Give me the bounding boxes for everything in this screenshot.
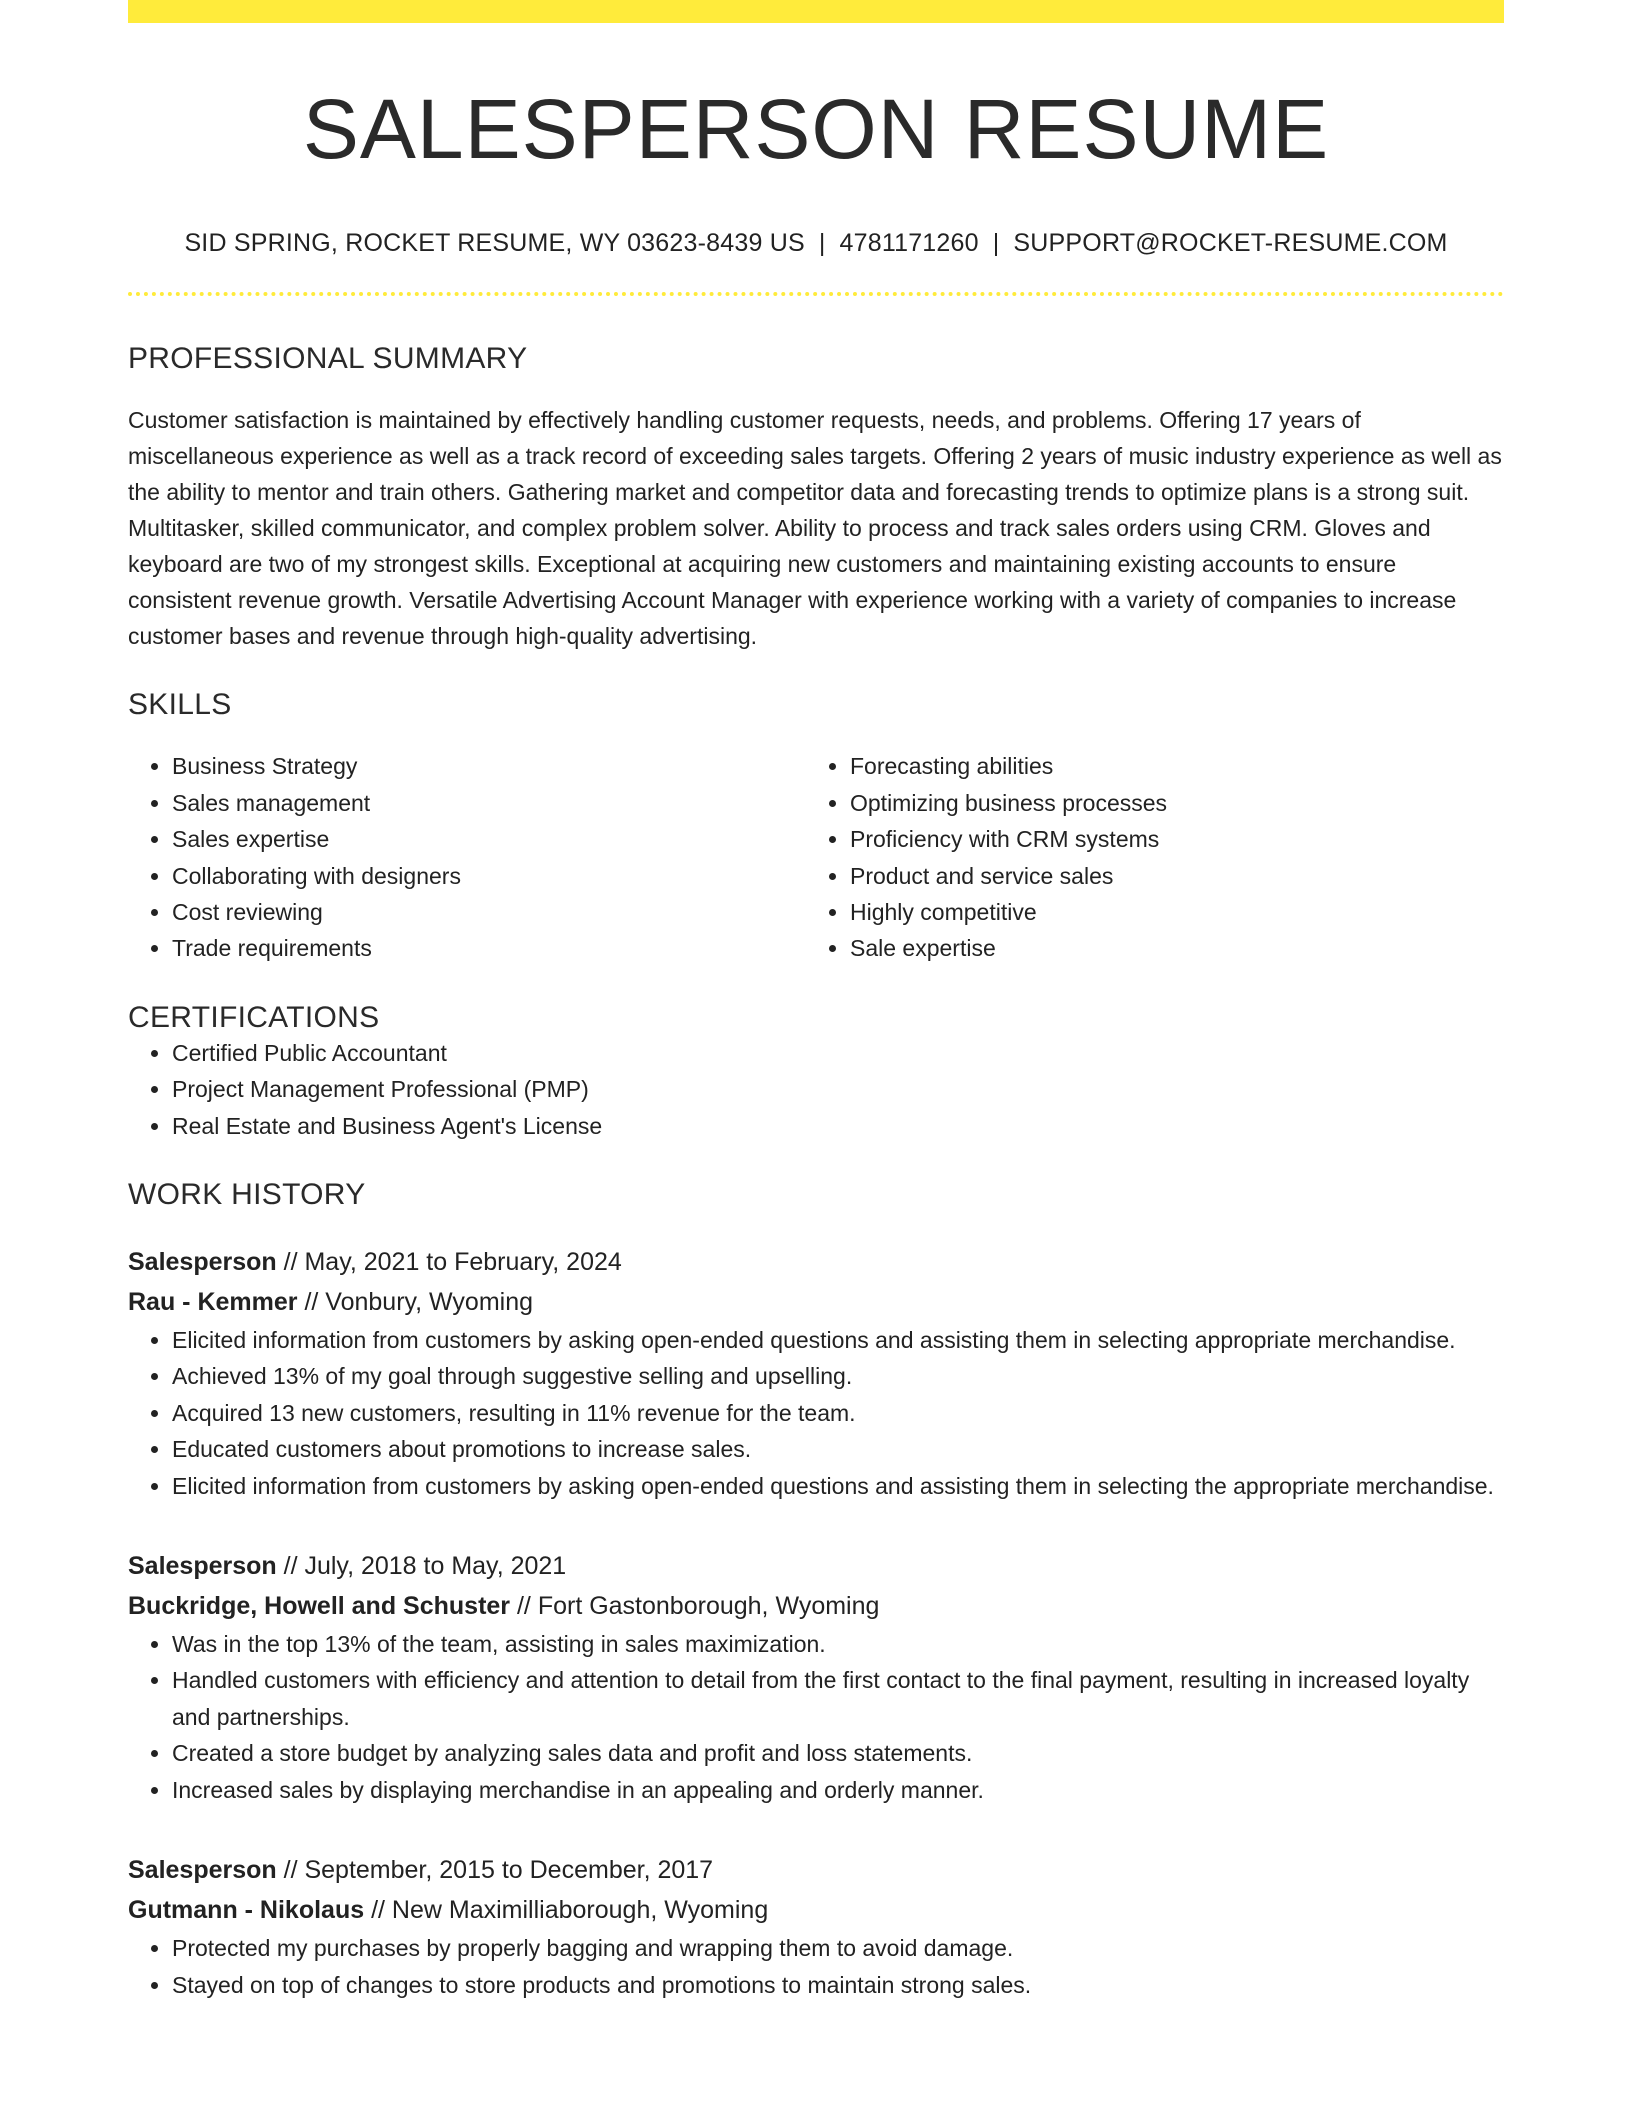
job-dates: // July, 2018 to May, 2021 <box>276 1552 567 1581</box>
certification-item: • Certified Public Accountant <box>172 1035 1504 1071</box>
certifications-heading: CERTIFICATIONS <box>128 1000 380 1034</box>
skill-item: • Collaborating with designers <box>172 858 806 894</box>
job-title: Salesperson <box>128 1248 277 1277</box>
summary-heading: PROFESSIONAL SUMMARY <box>128 342 528 376</box>
summary-text: Customer satisfaction is maintained by effectively handling customer requests, needs, and problems. Offering 17 years of miscellaneous experience as well as a track record of exceeding sales targets. Offering 2 years of music industry experience as well as the ability to mentor and train others. Gathering market and competitor data and forecasting trends to optimize plans is a strong suit. Multitasker, skilled communicator, and complex problem solver. Ability to process and track sales orders using CRM. Gloves and keyboard are two of my strongest skills. Exceptional at acquiring new customers and maintaining existing accounts to ensure consistent revenue growth. Versatile Advertising Account Manager with experience working with a variety of companies to increase customer bases and revenue through high-quality advertising. <box>128 407 1502 650</box>
skill-item: • Forecasting abilities <box>850 748 1504 784</box>
skill-item: • Trade requirements <box>172 930 806 966</box>
skills-grid <box>128 748 1504 966</box>
work-history-heading: WORK HISTORY <box>128 1178 366 1212</box>
resume-title: SALESPERSON RESUME <box>302 82 1330 176</box>
job-location: // Fort Gastonborough, Wyoming <box>510 1592 880 1621</box>
job-company-line <box>128 1586 1504 1626</box>
job-bullet: • Elicited information from customers by asking open-ended questions and assisting them in selecting the appropriate merchandise. <box>172 1468 1504 1504</box>
job-entry <box>128 1546 1504 1808</box>
job-bullet: • Stayed on top of changes to store products and promotions to maintain strong sales. <box>172 1967 1504 2003</box>
job-company-line <box>128 1282 1504 1322</box>
skill-item: • Cost reviewing <box>172 894 806 930</box>
certifications-list <box>128 1035 1504 1144</box>
job-bullet: • Acquired 13 new customers, resulting in 11% revenue for the team. <box>172 1395 1504 1431</box>
skills-list-left <box>128 748 806 966</box>
contact-address: SID SPRING, ROCKET RESUME, WY 03623-8439 US <box>184 229 805 258</box>
contact-phone: 4781171260 <box>839 229 979 258</box>
skill-item: • Optimizing business processes <box>850 785 1504 821</box>
job-bullets <box>128 1930 1504 2003</box>
skill-item: • Business Strategy <box>172 748 806 784</box>
skills-list-right <box>806 748 1504 966</box>
job-company-line <box>128 1890 1504 1930</box>
job-bullet: • Was in the top 13% of the team, assisting in sales maximization. <box>172 1626 1504 1662</box>
job-bullets <box>128 1626 1504 1808</box>
job-bullet: • Increased sales by displaying merchandise in an appealing and orderly manner. <box>172 1772 1504 1808</box>
skill-item: • Sale expertise <box>850 930 1504 966</box>
accent-top-bar <box>128 0 1504 23</box>
job-title: Salesperson <box>128 1552 277 1581</box>
job-title-line <box>128 1546 1504 1586</box>
skill-item: • Product and service sales <box>850 858 1504 894</box>
job-bullets <box>128 1322 1504 1504</box>
job-title-line <box>128 1242 1504 1282</box>
certification-item: • Project Management Professional (PMP) <box>172 1071 1504 1107</box>
job-title-line <box>128 1850 1504 1890</box>
dotted-divider <box>128 292 1504 296</box>
job-bullet: • Achieved 13% of my goal through suggestive selling and upselling. <box>172 1358 1504 1394</box>
skill-item: • Sales management <box>172 785 806 821</box>
skill-item: • Sales expertise <box>172 821 806 857</box>
job-company: Gutmann - Nikolaus <box>128 1896 365 1925</box>
job-location: // New Maximilliaborough, Wyoming <box>364 1896 769 1925</box>
job-bullet: • Educated customers about promotions to increase sales. <box>172 1431 1504 1467</box>
job-company: Rau - Kemmer <box>128 1288 298 1317</box>
certification-item: • Real Estate and Business Agent's License <box>172 1108 1504 1144</box>
job-dates: // May, 2021 to February, 2024 <box>276 1248 622 1277</box>
job-title: Salesperson <box>128 1856 277 1885</box>
job-location: // Vonbury, Wyoming <box>297 1288 534 1317</box>
contact-line <box>128 229 1504 258</box>
skill-item: • Proficiency with CRM systems <box>850 821 1504 857</box>
skill-item: • Highly competitive <box>850 894 1504 930</box>
job-company: Buckridge, Howell and Schuster <box>128 1592 511 1621</box>
job-bullet: • Protected my purchases by properly bagging and wrapping them to avoid damage. <box>172 1930 1504 1966</box>
resume-page <box>128 0 1504 2003</box>
contact-separator: | <box>992 229 1000 258</box>
job-bullet: • Handled customers with efficiency and attention to detail from the first contact to the final payment, resulting in increased loyalty and partnerships. <box>172 1662 1504 1735</box>
job-entry <box>128 1242 1504 1504</box>
contact-email: SUPPORT@ROCKET-RESUME.COM <box>1013 229 1448 258</box>
job-dates: // September, 2015 to December, 2017 <box>276 1856 714 1885</box>
job-bullet: • Elicited information from customers by asking open-ended questions and assisting them in selecting appropriate merchandise. <box>172 1322 1504 1358</box>
contact-separator: | <box>818 229 826 258</box>
job-bullet: • Created a store budget by analyzing sales data and profit and loss statements. <box>172 1735 1504 1771</box>
skills-heading: SKILLS <box>128 688 232 722</box>
job-entry <box>128 1850 1504 2003</box>
